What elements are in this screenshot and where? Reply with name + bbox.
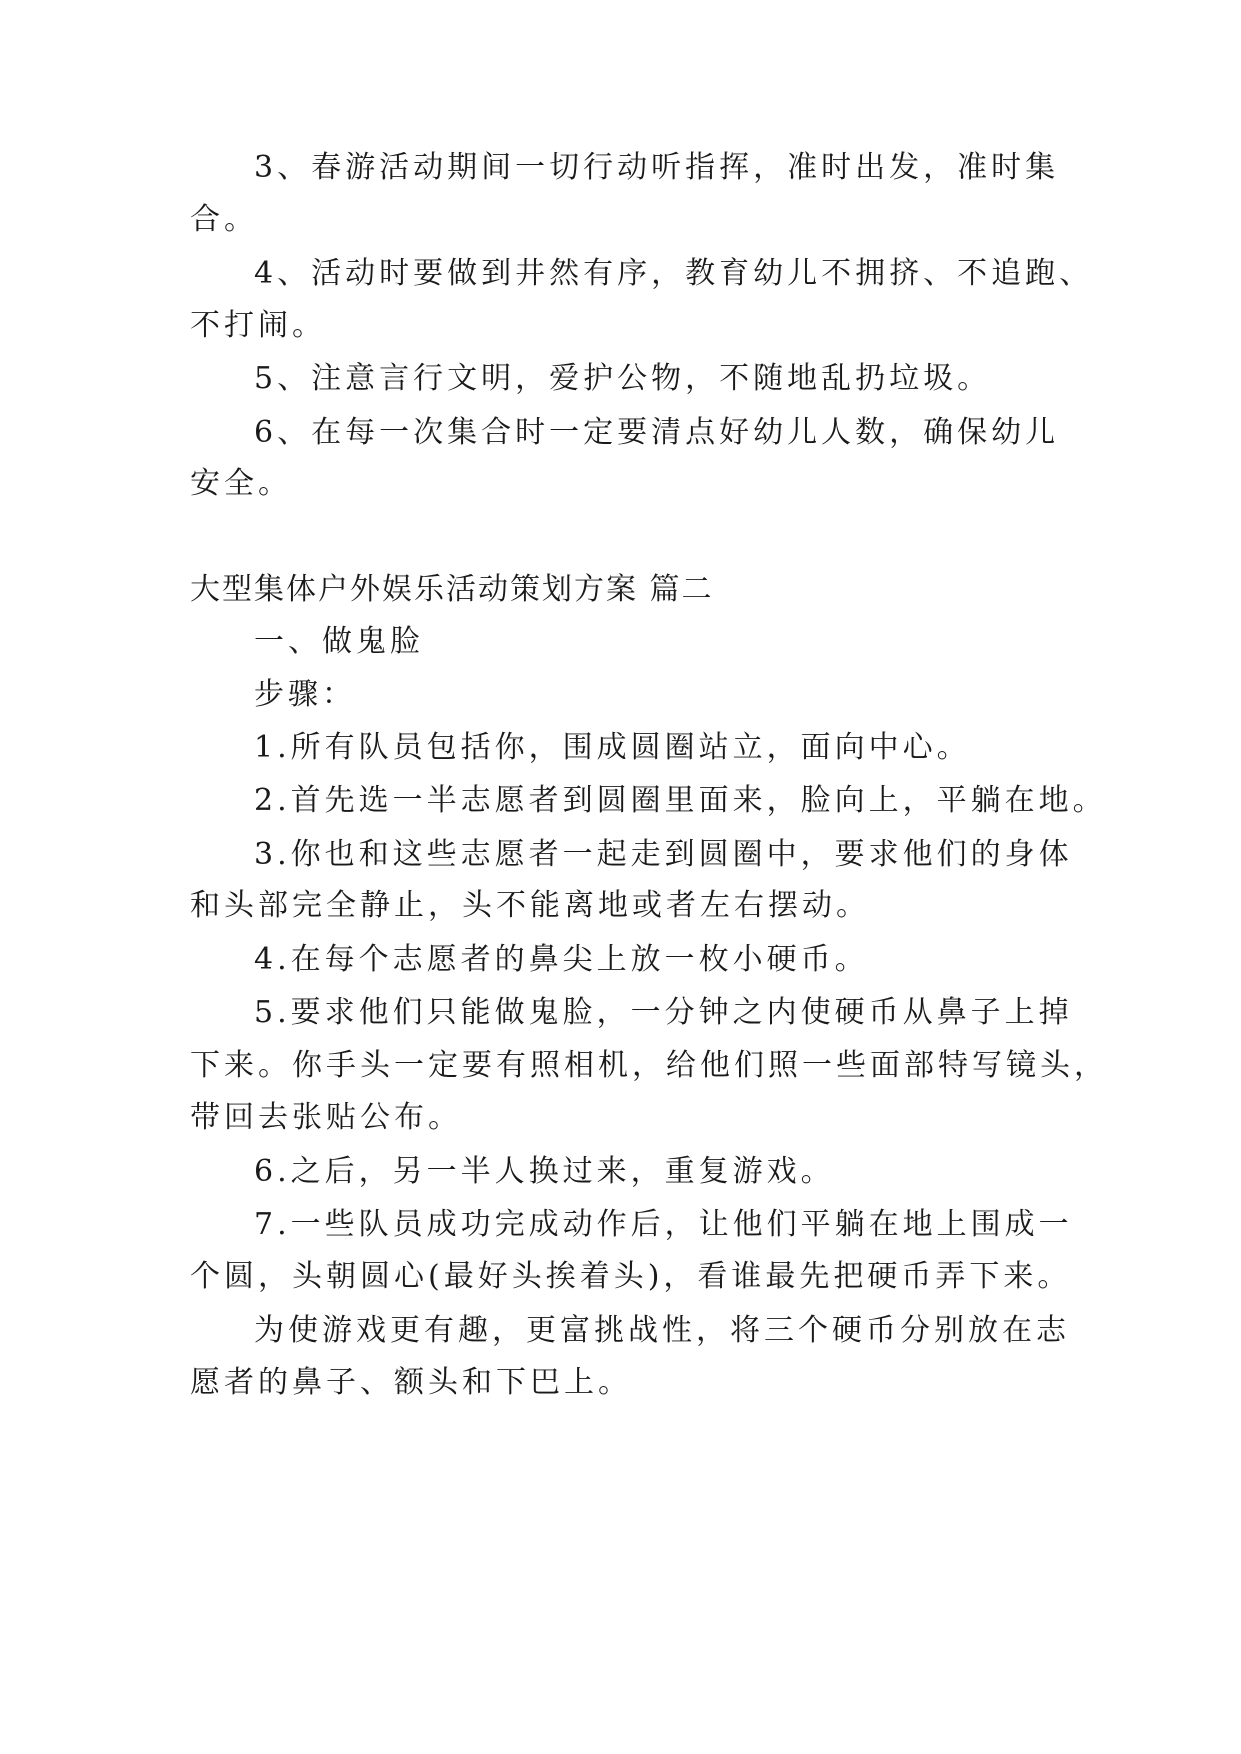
section-subtitle: 一、做鬼脸 [254,624,424,659]
paragraph-item-6-line-1: 6、在每一次集合时一定要清点好幼儿人数，确保幼儿 [254,415,1060,450]
paragraph-item-5-line-1: 5、注意言行文明，爱护公物，不随地乱扔垃圾。 [254,361,992,396]
step-1-line-1: 1.所有队员包括你，围成圆圈站立，面向中心。 [254,730,971,765]
note-line-1: 为使游戏更有趣，更富挑战性，将三个硬币分别放在志 [254,1313,1070,1348]
steps-label: 步骤： [254,677,356,712]
step-3-line-1: 3.你也和这些志愿者一起走到圆圈中，要求他们的身体 [254,837,1073,872]
step-7-line-1: 7.一些队员成功完成动作后，让他们平躺在地上围成一 [254,1207,1073,1242]
section-title: 大型集体户外娱乐活动策划方案 篇二 [190,572,714,607]
paragraph-item-3-line-1: 3、春游活动期间一切行动听指挥，准时出发，准时集 [254,150,1060,185]
step-6-line-1: 6.之后，另一半人换过来，重复游戏。 [254,1154,835,1189]
step-3-line-2: 和头部完全静止，头不能离地或者左右摆动。 [190,888,870,923]
step-5-line-3: 带回去张贴公布。 [190,1100,462,1135]
step-2-line-1: 2.首先选一半志愿者到圆圈里面来，脸向上，平躺在地。 [254,783,1107,818]
step-5-line-2: 下来。你手头一定要有照相机，给他们照一些面部特写镜头， [190,1048,1108,1083]
step-4-line-1: 4.在每个志愿者的鼻尖上放一枚小硬币。 [254,942,869,977]
step-7-line-2: 个圆，头朝圆心(最好头挨着头)，看谁最先把硬币弄下来。 [190,1259,1072,1294]
paragraph-item-6-line-2: 安全。 [190,466,292,501]
paragraph-item-4-line-1: 4、活动时要做到井然有序，教育幼儿不拥挤、不追跑、 [254,256,1094,291]
paragraph-item-4-line-2: 不打闹。 [190,308,326,343]
note-line-2: 愿者的鼻子、额头和下巴上。 [190,1365,632,1400]
step-5-line-1: 5.要求他们只能做鬼脸，一分钟之内使硬币从鼻子上掉 [254,995,1073,1030]
paragraph-item-3-line-2: 合。 [190,202,258,237]
